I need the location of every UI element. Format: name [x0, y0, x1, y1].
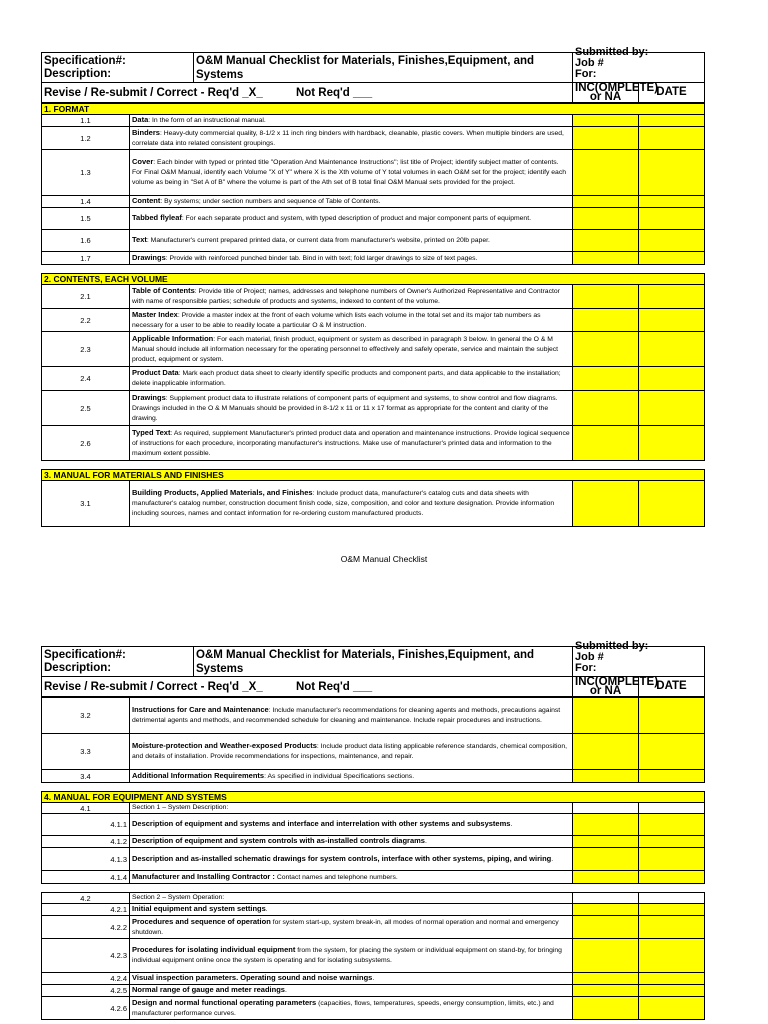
item-number: 3.2: [42, 698, 130, 734]
date-cell[interactable]: [639, 893, 705, 904]
item-heading: Master Index: [132, 309, 178, 319]
date-cell[interactable]: [639, 332, 705, 367]
item-heading: Design and normal functional operating parameters: [132, 997, 317, 1007]
date-column-header: DATE: [639, 677, 705, 697]
date-column-header: DATE: [639, 83, 705, 103]
date-cell[interactable]: [639, 848, 705, 871]
item-heading: Building Products, Applied Materials, and Finishes: [132, 488, 313, 497]
item-text: : Heavy-duty commercial quality, 8-1/2 x 11 inch ring binders with hardback, cleanable, plastic covers. When multiple binders are used, correlate data into related consistent groupings.: [132, 129, 564, 147]
date-cell[interactable]: [639, 734, 705, 770]
item-number: 2.1: [42, 285, 130, 309]
item-text: Section 2 – System Operation:: [132, 894, 225, 901]
item-description: [130, 208, 573, 230]
item-number: 1.5: [42, 208, 130, 230]
item-description: [130, 973, 573, 985]
inc-cell[interactable]: [573, 985, 639, 997]
item-text: : Include product data listing applicable reference standards, chemical composition, and details of installation. Provide recommendations for inspections, maintenance, and repair.: [132, 743, 568, 760]
item-text: .: [265, 906, 268, 913]
item-description: [130, 734, 573, 770]
inc-cell[interactable]: [573, 285, 639, 309]
spec-desc-labels: [42, 53, 194, 83]
inc-cell[interactable]: [573, 770, 639, 783]
item-heading: Data: [132, 115, 149, 124]
checklist-row: [42, 196, 705, 208]
item-description: [130, 893, 573, 904]
checklist-row: [42, 367, 705, 391]
inc-column-header: INC(OMPLETE) or NA: [573, 677, 639, 697]
item-number: 2.6: [42, 426, 130, 461]
inc-cell[interactable]: [573, 734, 639, 770]
inc-cell[interactable]: [573, 836, 639, 848]
item-number: 1.2: [42, 127, 130, 150]
item-number: 1.3: [42, 150, 130, 196]
checklist-row: [42, 836, 705, 848]
checklist-row: [42, 916, 705, 939]
item-text: : Manufacturer's current prepared printed data, or current data from manufacturer's website, printed on 20lb paper.: [146, 237, 490, 244]
checklist-table-1: [41, 103, 705, 527]
item-number: 4.2.6: [42, 997, 130, 1020]
inc-cell[interactable]: [573, 367, 639, 391]
date-cell[interactable]: [639, 836, 705, 848]
checklist-row: [42, 770, 705, 783]
date-cell[interactable]: [639, 973, 705, 985]
item-description: [130, 196, 573, 208]
item-heading: Moisture-protection and Weather-exposed Products: [132, 741, 317, 750]
checklist-row: [42, 309, 705, 332]
date-cell[interactable]: [639, 367, 705, 391]
checklist-row: [42, 127, 705, 150]
item-text: : Provide a master index at the front of each volume which lists each volume in the total set and its major tab numbers as necessary for a user to be able to readily locate a particular O & M instruction.: [132, 311, 541, 329]
date-cell[interactable]: [639, 904, 705, 916]
for-label: For:: [575, 68, 597, 80]
for-label: For:: [575, 662, 597, 674]
item-heading: Visual inspection parameters. Operating sound and noise warnings: [132, 973, 373, 982]
date-cell[interactable]: [639, 115, 705, 127]
item-heading: Description of equipment and systems and interface and interrelation with other systems and subsystems: [132, 819, 511, 828]
item-description: [130, 698, 573, 734]
checklist-page-2: [41, 640, 704, 1020]
checklist-row: [42, 150, 705, 196]
checklist-table-2: [41, 697, 705, 1020]
item-text: : Supplement product data to illustrate relations of component parts of equipment and systems, to show control and flow diagrams. Drawings included in the O & M Manuals should be provided in 8-1/2 x 11 or 11 x 17 format as appropriate for the content and clarity of the drawing.: [132, 394, 558, 422]
item-number: 2.3: [42, 332, 130, 367]
checklist-row: [42, 391, 705, 426]
not-reqd-text: Not Req'd ___: [295, 680, 373, 693]
item-heading: Drawings: [132, 252, 166, 262]
item-description: [130, 332, 573, 367]
checklist-row: [42, 332, 705, 367]
date-cell[interactable]: [639, 871, 705, 884]
item-number: 2.5: [42, 391, 130, 426]
item-text: .: [551, 855, 554, 863]
item-number: 3.3: [42, 734, 130, 770]
item-description: [130, 916, 573, 939]
item-description: [130, 803, 573, 814]
checklist-row: [42, 973, 705, 985]
item-description: [130, 871, 573, 884]
item-heading: Applicable Information: [132, 333, 214, 343]
checklist-row: [42, 893, 705, 904]
spec-desc-labels-2: [42, 647, 194, 677]
item-number: 4.2.1: [42, 904, 130, 916]
item-description: [130, 150, 573, 196]
inc-cell[interactable]: [573, 893, 639, 904]
inc-cell[interactable]: [573, 916, 639, 939]
item-number: 4.1: [42, 803, 130, 814]
date-cell[interactable]: [639, 481, 705, 527]
item-number: 2.4: [42, 367, 130, 391]
inc-cell[interactable]: [573, 127, 639, 150]
item-text: : For each material, finish product, equipment or system as described in paragraph 3 below. In general the O & M Manual should include all information necessary for the operating personnel to effectively and safely operate, service and maintain the subject product, equipment or system.: [132, 335, 559, 363]
date-cell[interactable]: [639, 803, 705, 814]
inc-cell[interactable]: [573, 973, 639, 985]
item-text: .: [424, 838, 427, 845]
job-number: Job #: [575, 651, 604, 663]
submitted-by: Submitted by:: [575, 640, 649, 652]
date-cell[interactable]: [639, 309, 705, 332]
inc-cell[interactable]: [573, 848, 639, 871]
item-description: [130, 115, 573, 127]
inc-cell[interactable]: [573, 814, 639, 836]
item-description: [130, 997, 573, 1020]
inc-cell[interactable]: [573, 698, 639, 734]
item-description: [130, 391, 573, 426]
item-text: (capacities, flows, temperatures, speeds, energy consumption, limits, etc.) and manufacturer performance curves.: [132, 999, 554, 1017]
checklist-row: [42, 734, 705, 770]
inc-cell[interactable]: [573, 939, 639, 973]
date-cell[interactable]: [639, 426, 705, 461]
item-text: : As specified in individual Specifications sections.: [264, 772, 415, 780]
checklist-row: [42, 939, 705, 973]
date-cell[interactable]: [639, 150, 705, 196]
item-heading: Initial equipment and system settings: [132, 904, 266, 913]
item-number: 4.1.1: [42, 814, 130, 836]
desc-label: Description:: [44, 661, 112, 674]
item-heading: Normal range of gauge and meter readings: [132, 985, 285, 994]
inc-cell[interactable]: [573, 332, 639, 367]
item-heading: Drawings: [132, 392, 166, 402]
date-cell[interactable]: [639, 916, 705, 939]
item-heading: Text: [132, 235, 147, 244]
inc-cell[interactable]: [573, 803, 639, 814]
inc-cell[interactable]: [573, 252, 639, 265]
item-number: 1.7: [42, 252, 130, 265]
inc-column-header: INC(OMPLETE) or NA: [573, 83, 639, 103]
item-number: 4.2.3: [42, 939, 130, 973]
checklist-row: [42, 985, 705, 997]
desc-label: Description:: [44, 67, 112, 80]
item-heading: Tabbed flyleaf: [132, 213, 182, 222]
inc-cell[interactable]: [573, 426, 639, 461]
item-number: 1.4: [42, 196, 130, 208]
checklist-row: [42, 481, 705, 527]
item-description: [130, 985, 573, 997]
item-text: : Include manufacturer's recommendations for cleaning agents and methods, precautions against detrimental agents and methods, and recommended schedule for cleaning and maintenance. Include repair procedures and instructions.: [132, 707, 561, 724]
date-cell[interactable]: [639, 985, 705, 997]
spec-label: Specification#:: [44, 54, 126, 67]
item-text: : For each separate product and system, with typed description of product and major component parts of equipment.: [181, 215, 531, 222]
date-cell[interactable]: [639, 127, 705, 150]
item-heading: Procedures for isolating individual equipment: [132, 945, 296, 954]
date-cell[interactable]: [639, 208, 705, 230]
section-header-contents: 2. CONTENTS, EACH VOLUME: [42, 274, 705, 285]
inc-cell[interactable]: [573, 997, 639, 1020]
inc-cell[interactable]: [573, 481, 639, 527]
date-cell[interactable]: [639, 196, 705, 208]
inc-cell[interactable]: [573, 115, 639, 127]
inc-cell[interactable]: [573, 150, 639, 196]
item-heading: Procedures and sequence of operation: [132, 916, 271, 926]
checklist-row: [42, 426, 705, 461]
item-heading: Typed Text: [132, 427, 171, 437]
spec-label: Specification#:: [44, 648, 126, 661]
item-text: : Mark each product data sheet to clearly identify specific products and component parts, and data applicable to the installation; delete inapplicable information.: [132, 370, 561, 387]
item-description: [130, 426, 573, 461]
date-cell[interactable]: [639, 391, 705, 426]
item-description: [130, 230, 573, 252]
revise-row-2: [42, 677, 573, 697]
item-number: 4.1.4: [42, 871, 130, 884]
revise-row: [42, 83, 573, 103]
checklist-row: [42, 208, 705, 230]
item-text: : By systems; under section numbers and sequence of Table of Contents.: [160, 198, 381, 205]
section-header-materials: 3. MANUAL FOR MATERIALS AND FINISHES: [42, 470, 705, 481]
item-text: : Include product data, manufacturer's catalog cuts and data sheets with manufacturer's catalog number, construction document finish code, size, composition, and color and texture designation. Provide information including sources, names and contact information for re-ordering custom manufactured products.: [132, 490, 555, 517]
item-number: 3.4: [42, 770, 130, 783]
item-heading: Description and as-installed schematic drawings for system controls, interface with other systems, piping, and wiring: [132, 853, 552, 863]
inc-cell[interactable]: [573, 391, 639, 426]
item-number: 4.2.5: [42, 985, 130, 997]
item-heading: Product Data: [132, 368, 179, 377]
section-header-format: 1. FORMAT: [42, 104, 705, 115]
item-heading: Binders: [132, 127, 160, 137]
checklist-row: [42, 115, 705, 127]
item-text: for system start-up, system break-in, all modes of normal operation and normal and emergency shutdown.: [132, 918, 559, 936]
date-cell[interactable]: [639, 939, 705, 973]
date-cell[interactable]: [639, 997, 705, 1020]
item-number: 1.1: [42, 115, 130, 127]
item-text: from the system, for placing the system or individual equipment on stand-by, for bringing individual equipment online once the system is operating and for isolating subsystems.: [132, 947, 562, 964]
checklist-row: [42, 814, 705, 836]
item-text: .: [284, 987, 287, 994]
item-number: 4.1.2: [42, 836, 130, 848]
checklist-row: [42, 848, 705, 871]
item-number: 4.2.4: [42, 973, 130, 985]
item-description: [130, 367, 573, 391]
item-description: [130, 252, 573, 265]
item-number: 1.6: [42, 230, 130, 252]
item-number: 4.2.2: [42, 916, 130, 939]
page-title-2: O&M Manual Checklist for Materials, Finishes,Equipment, and Systems: [194, 647, 573, 677]
inc-cell[interactable]: [573, 904, 639, 916]
page-caption: O&M Manual Checklist: [340, 554, 428, 564]
date-cell[interactable]: [639, 230, 705, 252]
item-description: [130, 939, 573, 973]
item-text: : Provide with reinforced punched binder tab. Bind in with text; fold larger drawings to size of text pages.: [165, 254, 478, 262]
section-header-equipment: 4. MANUAL FOR EQUIPMENT AND SYSTEMS: [42, 792, 705, 803]
item-text: : Provide title of Project; names, addresses and telephone numbers of Owner's Authorized Representative and Contractor with name of responsible parties; schedule of products and systems, indexed to content of the volume.: [132, 288, 560, 305]
item-number: 2.2: [42, 309, 130, 332]
item-text: Contact names and telephone numbers.: [274, 873, 398, 881]
item-text: : Each binder with typed or printed title "Operation And Maintenance Instructions"; list title of Project; identify subject matter of contents. For Final O&M Manual, identify each Volume "X of Y" where X is the Xth volume of Y total volumes in each O&M set for the project; identify each volume as being in "Set A of B" where the volume is part of the Ath set of B total final O&M Manual sets provided for the project.: [132, 159, 566, 186]
item-description: [130, 309, 573, 332]
job-number: Job #: [575, 57, 604, 69]
item-description: [130, 848, 573, 871]
date-cell[interactable]: [639, 252, 705, 265]
item-heading: Description of equipment and system controls with as-installed controls diagrams: [132, 836, 425, 845]
inc-cell[interactable]: [573, 208, 639, 230]
item-text: .: [372, 975, 375, 982]
item-text: : As required, supplement Manufacturer's printed product data and operation and maintenance instructions. Provide logical sequence of instructions for each procedure, incorporating manufacturer's instructions. Make use of manufacturer's printed data and information to the maximum extent possible.: [132, 429, 570, 457]
item-description: [130, 127, 573, 150]
inc-cell[interactable]: [573, 196, 639, 208]
header-table-2: [41, 640, 705, 697]
inc-cell[interactable]: [573, 309, 639, 332]
checklist-row: [42, 698, 705, 734]
revise-text: Revise / Re-submit / Correct - Req'd _X_: [44, 86, 263, 99]
item-description: [130, 836, 573, 848]
submission-info-2: [573, 640, 705, 677]
item-number: 4.2: [42, 893, 130, 904]
item-description: [130, 904, 573, 916]
item-description: [130, 814, 573, 836]
not-reqd-text: Not Req'd ___: [295, 86, 373, 99]
checklist-row: [42, 997, 705, 1020]
date-cell[interactable]: [639, 770, 705, 783]
item-heading: Additional Information Requirements: [132, 770, 265, 780]
submission-info: [573, 46, 705, 83]
date-cell[interactable]: [639, 285, 705, 309]
inc-cell[interactable]: [573, 230, 639, 252]
checklist-row: [42, 230, 705, 252]
date-cell[interactable]: [639, 814, 705, 836]
inc-cell[interactable]: [573, 871, 639, 884]
item-number: 3.1: [42, 481, 130, 527]
blank-row: [42, 884, 705, 893]
item-text: Section 1 – System Description:: [132, 804, 229, 811]
item-description: [130, 285, 573, 309]
revise-text: Revise / Re-submit / Correct - Req'd _X_: [44, 680, 263, 693]
item-number: 4.1.3: [42, 848, 130, 871]
date-cell[interactable]: [639, 698, 705, 734]
page-title: O&M Manual Checklist for Materials, Finishes,Equipment, and Systems: [194, 53, 573, 83]
checklist-row: [42, 285, 705, 309]
checklist-row: [42, 252, 705, 265]
item-description: [130, 481, 573, 527]
item-description: [130, 770, 573, 783]
item-text: .: [510, 821, 513, 828]
item-heading: Table of Contents: [132, 286, 195, 295]
item-text: : In the form of an instructional manual.: [148, 117, 266, 124]
item-heading: Manufacturer and Installing Contractor :: [132, 871, 275, 881]
submitted-by: Submitted by:: [575, 46, 649, 58]
checklist-page-1: [41, 46, 704, 527]
item-heading: Cover: [132, 157, 154, 166]
item-heading: Content: [132, 196, 161, 205]
checklist-row: [42, 871, 705, 884]
checklist-row: [42, 803, 705, 814]
item-heading: Instructions for Care and Maintenance: [132, 705, 269, 714]
header-table: [41, 46, 705, 103]
checklist-row: [42, 904, 705, 916]
